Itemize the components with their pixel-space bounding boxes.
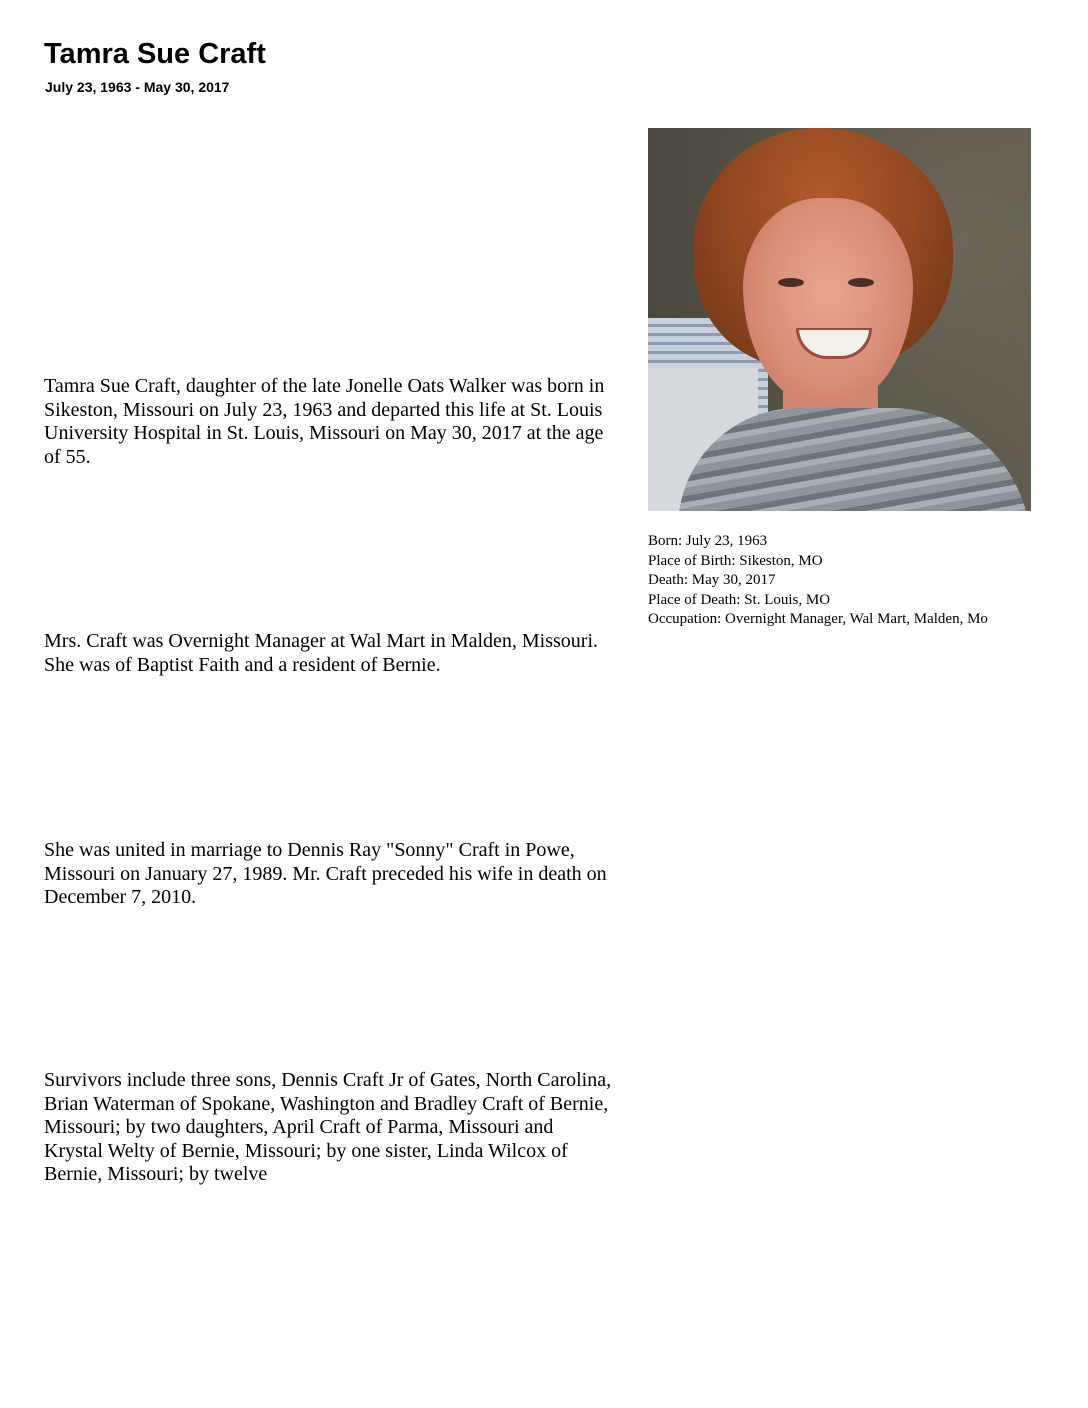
fact-occupation: Occupation: Overnight Manager, Wal Mart, Malden, Mo [648,611,988,627]
fact-death: Death: May 30, 2017 [648,572,776,588]
life-dates: July 23, 1963 - May 30, 2017 [45,79,230,95]
facts-panel [648,532,1038,630]
fact-place-of-death: Place of Death: St. Louis, MO [648,591,831,608]
fact-place-of-birth: Place of Birth: Sikeston, MO [648,552,823,569]
obituary-name: Tamra Sue Craft [44,38,266,70]
fact-born: Born: July 23, 1963 [648,533,768,549]
portrait-photo [648,128,1031,511]
paragraph-birth-death: Tamra Sue Craft, daughter of the late Jonelle Oats Walker was born in Sikeston, Missouri on July 23, 1963 and departed this life at St. Louis University Hospital in St. Louis, Missouri on May 30, 2017 at the age of 55. [44,375,605,468]
paragraph-survivors: Survivors include three sons, Dennis Craft Jr of Gates, North Carolina, Brian Waterman of Spokane, Washington and Bradley Craft of Bernie, Missouri; by two daughters, April Craft of Parma, Missouri and Krystal Welty of Bernie, Missouri; by one sister, Linda Wilcox of Bernie, Missouri; by twelve [44,1069,612,1185]
paragraph-occupation: Mrs. Craft was Overnight Manager at Wal Mart in Malden, Missouri. She was of Baptist Faith and a resident of Bernie. [44,630,599,676]
paragraph-marriage: She was united in marriage to Dennis Ray "Sonny" Craft in Powe, Missouri on January 27, 1989. Mr. Craft preceded his wife in death on December 7, 2010. [44,839,607,908]
